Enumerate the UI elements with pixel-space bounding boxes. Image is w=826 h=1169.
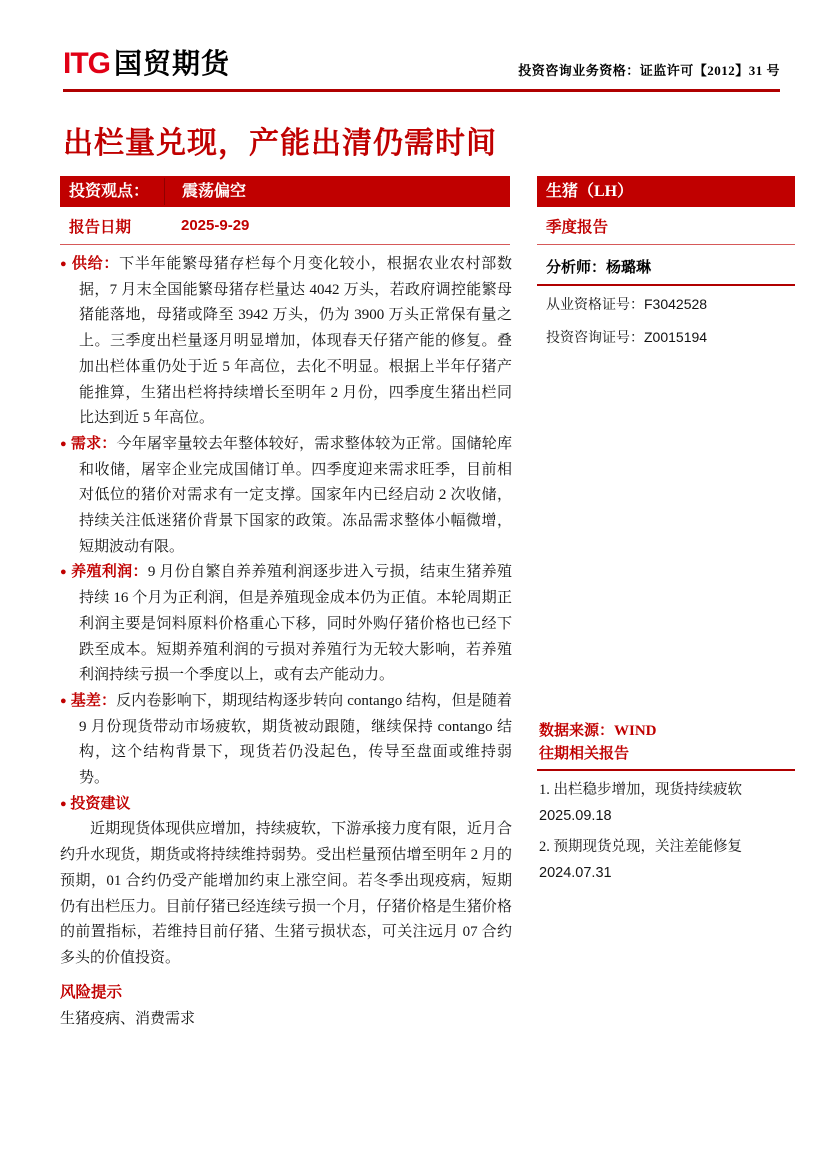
bullet-basis-text: 反内卷影响下，期现结构逐步转向 contango 结构，但是随着 9 月份现货带动市场疲软，期货被动跟随，继续保持 contango 结构，这个结构背景下，现货若仍没起色，传导至盘面或维持弱势。 [79, 692, 512, 787]
bullet-dot-icon: ● [60, 566, 67, 579]
bullet-demand-label: 需求： [70, 435, 117, 452]
history-report-date: 2025.09.18 [539, 808, 612, 824]
report-body [60, 252, 512, 1032]
bullet-basis-label: 基差： [70, 692, 117, 709]
data-source: 数据来源：WIND [539, 723, 657, 739]
advisory-cert-label: 投资咨询证号： [546, 331, 644, 346]
report-date-label: 报告日期 [69, 218, 132, 236]
bullet-profit-label: 养殖利润： [71, 564, 148, 581]
company-logo [63, 42, 230, 82]
bullet-supply-label: 供给： [71, 256, 120, 272]
bullet-demand [60, 432, 512, 561]
bullet-dot-icon: ● [60, 258, 68, 270]
logo-company-name: 国贸期货 [114, 48, 231, 79]
practice-cert-label: 从业资格证号： [546, 298, 644, 313]
advice-heading: 投资建议 [70, 795, 131, 812]
bullet-supply-text: 下半年能繁母猪存栏每个月变化较小，根据农业农村部数据，7 月末全国能繁母猪存栏量达 4042 万头，若政府调控能繁母猪能落地，母猪或降至 3942 万头，仍为 3900 万头正常保有量之上。三季度出栏量逐月明显增加，体现春天仔猪产能的修复。叠加出栏体重仍处于近 5 年高位，去化不明显。根据上半年仔猪产能推算，生猪出栏将持续增长至明年 2 月份，四季度生猪出栏同比达到近 5 年高位。 [79, 256, 512, 427]
report-date-row [60, 207, 510, 245]
analyst-block [537, 252, 795, 352]
logo-itg-text: ITG [63, 47, 110, 80]
report-type: 季度报告 [537, 207, 795, 245]
advice-paragraph: 近期现货体现供应增加，持续疲软，下游承接力度有限，近月合约升水现货，期货或将持续维持弱势。受出栏量预估增至明年 2 月的预期，01 合约仍受产能增加约束上涨空间。若冬季出现疫病，短期仍有出栏压力。目前仔猪已经连续亏损一个月，仔猪价格是生猪价格的前置指标，若维持目前仔猪、生猪亏损状态，可关注远月 07 合约多头的价值投资。 [60, 821, 512, 966]
risk-heading: 风险提示 [60, 983, 123, 1001]
bullet-advice-heading [60, 792, 512, 818]
product-banner: 生猪（LH） [537, 176, 795, 207]
history-report-date: 2024.07.31 [539, 865, 612, 881]
product-section [537, 176, 795, 245]
bullet-profit [60, 560, 512, 689]
source-history-block [537, 720, 795, 885]
bullet-supply [60, 252, 512, 432]
bullet-basis [60, 689, 512, 792]
advisory-cert-number: Z0015194 [644, 329, 708, 345]
history-report-title: 1. 出栏稳步增加，现货持续疲软 [539, 782, 742, 798]
practice-cert-row [537, 291, 795, 319]
viewpoint-value: 震荡偏空 [182, 183, 247, 200]
bullet-dot-icon: ● [60, 797, 67, 810]
bullet-dot-icon: ● [60, 437, 67, 450]
bullet-profit-text: 9 月份自繁自养养殖利润逐步进入亏损，结束生猪养殖持续 16 个月为正利润，但是养殖现金成本仍为正值。本轮周期正利润主要是饲料原料价格重心下移，同时外购仔猪价格也已经下跌至成本。短期养殖利润的亏损对养殖行为无较大影响，若养殖利润持续亏损一个季度以上，或有去产能动力。 [79, 564, 512, 684]
bullet-dot-icon: ● [60, 694, 67, 707]
report-title: 出栏量兑现，产能出清仍需时间 [63, 127, 497, 160]
viewpoint-section [60, 176, 510, 245]
viewpoint-banner [60, 176, 510, 207]
qualification-text: 投资咨询业务资格：证监许可【2012】31 号 [518, 63, 780, 78]
history-report-title: 2. 预期现货兑现，关注差能修复 [539, 839, 742, 855]
report-date-value: 2025-9-29 [181, 217, 250, 234]
advisory-cert-row [537, 324, 795, 352]
viewpoint-label: 投资观点： [69, 183, 150, 200]
page-header [63, 42, 780, 92]
history-divider [537, 769, 795, 771]
practice-cert-number: F3042528 [644, 296, 708, 312]
bullet-demand-text: 今年屠宰量较去年整体较好，需求整体较为正常。国储轮库和收储，屠宰企业完成国储订单。四季度迎来需求旺季，目前相对低位的猪价对需求有一定支撑。国家年内已经启动 2 次收储，持续关注低迷猪价背景下国家的政策。冻品需求整体小幅微增，短期波动有限。 [79, 435, 512, 555]
analyst-name: 分析师：杨璐琳 [537, 252, 795, 286]
history-heading: 往期相关报告 [539, 746, 630, 762]
risk-text: 生猪疫病、消费需求 [60, 1010, 196, 1027]
